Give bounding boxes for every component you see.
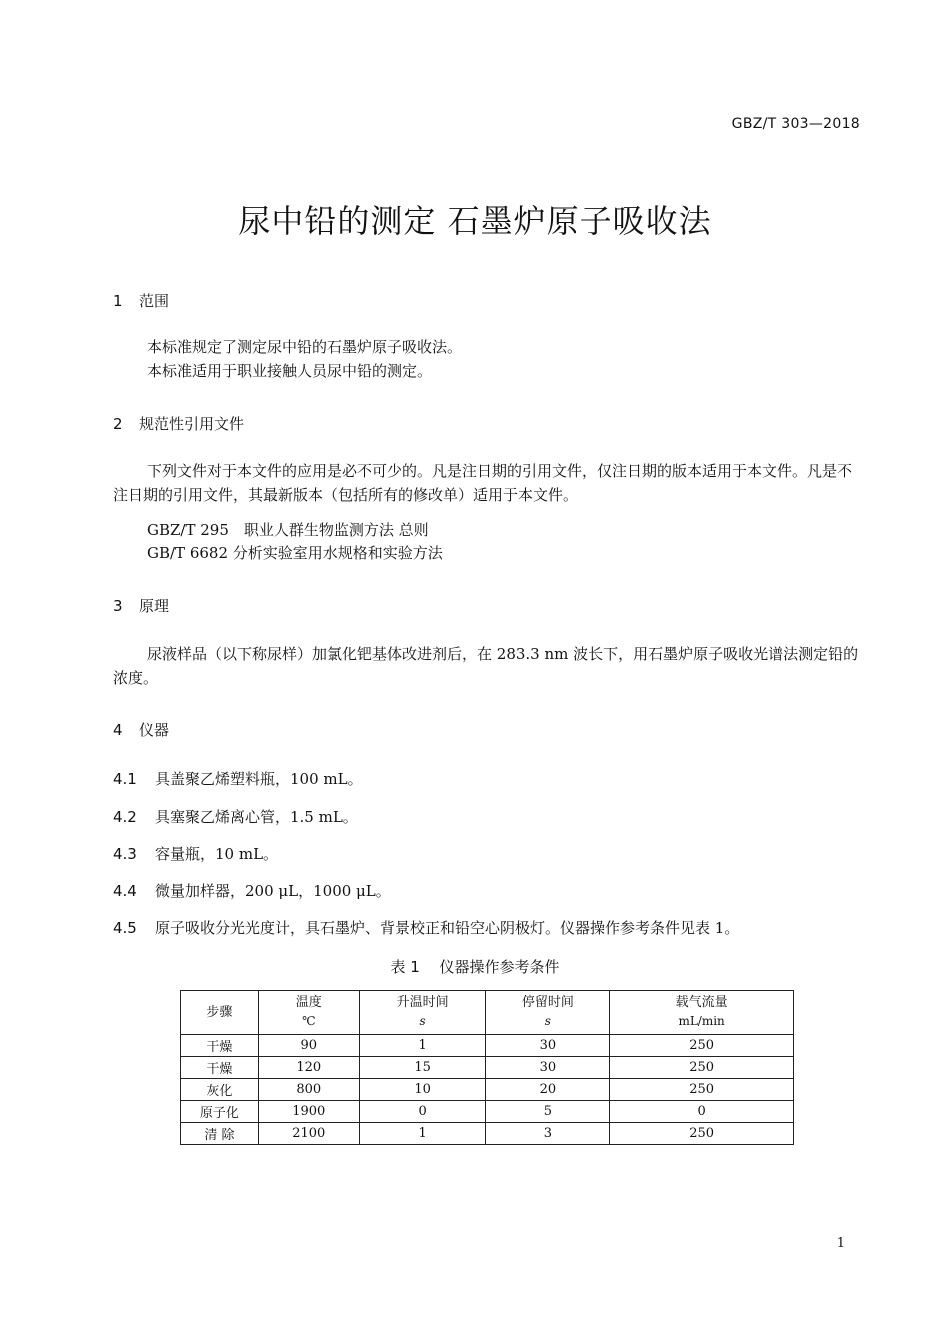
reference-2: GB/T 6682 分析实验室用水规格和实验方法 bbox=[147, 544, 443, 562]
reference-1: GBZ/T 295 职业人群生物监测方法 总则 bbox=[147, 521, 429, 539]
section-2-heading bbox=[113, 413, 244, 434]
column-header bbox=[258, 991, 359, 1035]
header-unit: s bbox=[419, 1014, 426, 1028]
header-unit: s bbox=[544, 1014, 551, 1028]
instrument-item bbox=[113, 917, 739, 938]
section-title: 原理 bbox=[139, 597, 170, 615]
table-cell: 0 bbox=[359, 1101, 486, 1123]
table-row bbox=[181, 1123, 794, 1145]
instrument-conditions-table bbox=[180, 990, 794, 1145]
section-title: 范围 bbox=[139, 292, 170, 310]
item-text: 容量瓶，10 mL。 bbox=[155, 845, 279, 863]
column-header bbox=[359, 991, 486, 1035]
page-number: 1 bbox=[836, 1236, 845, 1251]
section-title: 仪器 bbox=[139, 721, 170, 739]
table-row bbox=[181, 1101, 794, 1123]
header-label: 步骤 bbox=[206, 1004, 233, 1020]
table-header-row bbox=[181, 991, 794, 1035]
item-number: 4.1 bbox=[113, 770, 137, 788]
section-3-heading bbox=[113, 595, 169, 616]
table-cell: 3 bbox=[486, 1123, 610, 1145]
item-text: 原子吸收分光光度计，具石墨炉、背景校正和铅空心阴极灯。仪器操作参考条件见表 1。 bbox=[155, 919, 740, 937]
column-header bbox=[486, 991, 610, 1035]
table-cell: 1900 bbox=[258, 1101, 359, 1123]
table-cell: 2100 bbox=[258, 1123, 359, 1145]
principle-paragraph: 尿液样品（以下称尿样）加氯化钯基体改进剂后，在 283.3 nm 波长下，用石墨炉原子吸收光谱法测定铅的浓度。 bbox=[113, 645, 859, 687]
column-header bbox=[181, 991, 259, 1035]
table-cell: 20 bbox=[486, 1079, 610, 1101]
header-label: 温度 bbox=[295, 995, 322, 1010]
item-text: 具盖聚乙烯塑料瓶，100 mL。 bbox=[155, 770, 363, 788]
table-row bbox=[181, 1057, 794, 1079]
header-unit: mL/min bbox=[678, 1014, 725, 1028]
table-cell: 5 bbox=[486, 1101, 610, 1123]
section-title: 规范性引用文件 bbox=[139, 415, 245, 433]
document-title: 尿中铅的测定 石墨炉原子吸收法 bbox=[238, 202, 712, 240]
header-label: 停留时间 bbox=[521, 995, 574, 1010]
table-cell: 1 bbox=[359, 1035, 486, 1057]
instrument-item bbox=[113, 843, 278, 864]
table-cell: 30 bbox=[486, 1057, 610, 1079]
table-cell: 30 bbox=[486, 1035, 610, 1057]
table-cell: 0 bbox=[610, 1101, 794, 1123]
standard-code: GBZ/T 303—2018 bbox=[731, 116, 860, 132]
scope-line-1: 本标准规定了测定尿中铅的石墨炉原子吸收法。 bbox=[147, 338, 463, 356]
header-label: 升温时间 bbox=[396, 995, 449, 1010]
header-label: 载气流量 bbox=[675, 995, 728, 1010]
table-cell: 90 bbox=[258, 1035, 359, 1057]
table-cell: 800 bbox=[258, 1079, 359, 1101]
section-number: 3 bbox=[113, 597, 123, 615]
table-cell: 250 bbox=[610, 1035, 794, 1057]
instrument-item bbox=[113, 880, 391, 901]
table-cell: 干燥 bbox=[181, 1035, 259, 1057]
section-number: 1 bbox=[113, 292, 123, 310]
section-1-heading bbox=[113, 290, 169, 311]
table-cell: 灰化 bbox=[181, 1079, 259, 1101]
item-number: 4.5 bbox=[113, 919, 137, 937]
table-cell: 干燥 bbox=[181, 1057, 259, 1079]
section-number: 4 bbox=[113, 721, 123, 739]
instrument-item bbox=[113, 806, 358, 827]
table-cell: 清 除 bbox=[181, 1123, 259, 1145]
item-number: 4.3 bbox=[113, 845, 137, 863]
scope-line-2: 本标准适用于职业接触人员尿中铅的测定。 bbox=[147, 362, 433, 380]
section-number: 2 bbox=[113, 415, 123, 433]
table-caption: 表 1 仪器操作参考条件 bbox=[390, 958, 560, 976]
table-row bbox=[181, 1079, 794, 1101]
section-4-heading bbox=[113, 719, 169, 740]
table-cell: 250 bbox=[610, 1123, 794, 1145]
normative-references-paragraph: 下列文件对于本文件的应用是必不可少的。凡是注日期的引用文件，仅注日期的版本适用于本文件。凡是不注日期的引用文件，其最新版本（包括所有的修改单）适用于本文件。 bbox=[113, 462, 853, 504]
table-cell: 15 bbox=[359, 1057, 486, 1079]
table-row bbox=[181, 1035, 794, 1057]
item-text: 微量加样器，200 μL，1000 μL。 bbox=[155, 882, 391, 900]
header-unit: ℃ bbox=[302, 1014, 316, 1028]
item-number: 4.4 bbox=[113, 882, 137, 900]
table-cell: 1 bbox=[359, 1123, 486, 1145]
column-header bbox=[610, 991, 794, 1035]
table-cell: 10 bbox=[359, 1079, 486, 1101]
table-cell: 250 bbox=[610, 1057, 794, 1079]
table-cell: 120 bbox=[258, 1057, 359, 1079]
table-cell: 原子化 bbox=[181, 1101, 259, 1123]
item-number: 4.2 bbox=[113, 808, 137, 826]
instrument-item bbox=[113, 768, 363, 789]
item-text: 具塞聚乙烯离心管，1.5 mL。 bbox=[155, 808, 358, 826]
table-cell: 250 bbox=[610, 1079, 794, 1101]
